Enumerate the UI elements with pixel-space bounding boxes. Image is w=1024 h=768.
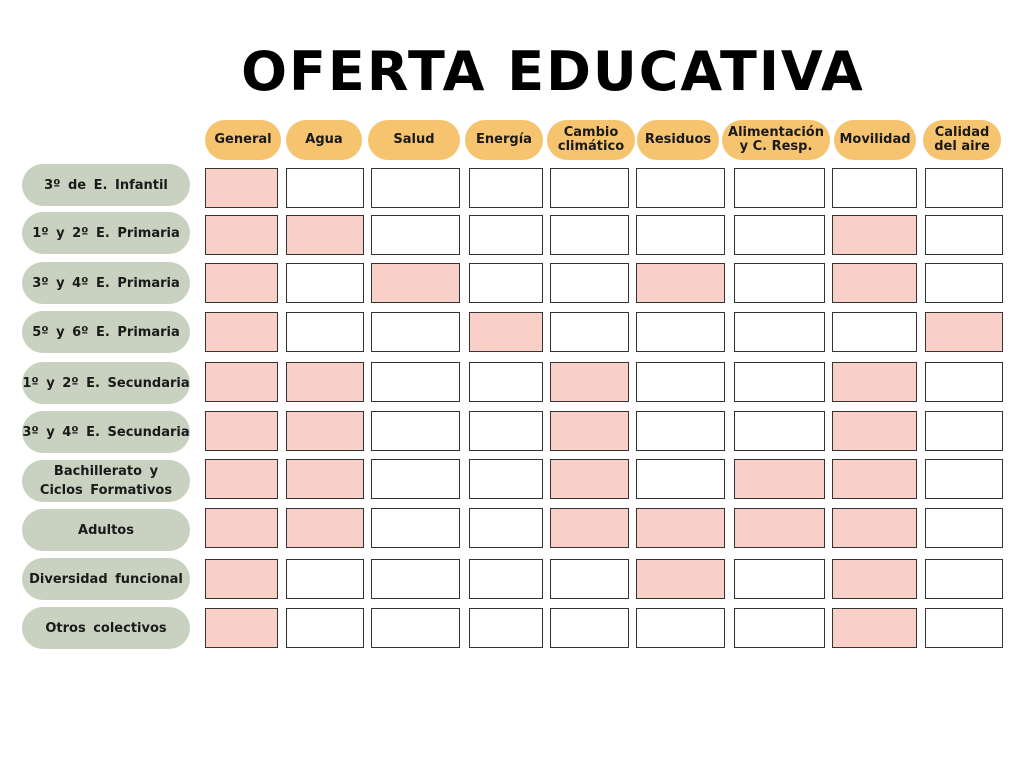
table-cell-marked xyxy=(832,608,917,648)
column-header: Energía xyxy=(465,120,543,160)
column-header: Cambio climático xyxy=(547,120,635,160)
table-cell xyxy=(371,411,460,451)
table-cell xyxy=(925,168,1003,208)
table-cell xyxy=(636,312,725,352)
table-cell-marked xyxy=(205,362,278,402)
column-header: Movilidad xyxy=(834,120,916,160)
table-cell xyxy=(734,215,825,255)
table-cell xyxy=(734,168,825,208)
table-cell-marked xyxy=(205,168,278,208)
table-cell xyxy=(469,263,543,303)
table-cell-marked xyxy=(832,508,917,548)
table-cell xyxy=(371,608,460,648)
table-cell xyxy=(925,608,1003,648)
table-cell xyxy=(469,559,543,599)
table-cell xyxy=(925,362,1003,402)
table-cell-marked xyxy=(832,362,917,402)
table-cell xyxy=(371,559,460,599)
table-cell xyxy=(734,263,825,303)
table-cell xyxy=(371,312,460,352)
table-cell xyxy=(925,411,1003,451)
table-cell xyxy=(371,508,460,548)
table-cell xyxy=(734,362,825,402)
table-cell-marked xyxy=(636,263,725,303)
table-cell-marked xyxy=(832,559,917,599)
table-cell-marked xyxy=(205,411,278,451)
table-cell xyxy=(469,362,543,402)
table-cell-marked xyxy=(832,263,917,303)
table-cell-marked xyxy=(636,559,725,599)
table-cell-marked xyxy=(734,459,825,499)
table-cell-marked xyxy=(734,508,825,548)
table-cell xyxy=(550,312,629,352)
table-cell-marked xyxy=(469,312,543,352)
table-cell xyxy=(469,215,543,255)
column-header: Calidad del aire xyxy=(923,120,1001,160)
table-cell xyxy=(636,608,725,648)
table-cell xyxy=(469,508,543,548)
table-cell-marked xyxy=(286,459,364,499)
row-header: Bachillerato y Ciclos Formativos xyxy=(22,460,190,502)
table-cell xyxy=(636,168,725,208)
table-cell-marked xyxy=(925,312,1003,352)
table-cell-marked xyxy=(205,459,278,499)
table-cell-marked xyxy=(205,608,278,648)
table-cell xyxy=(925,263,1003,303)
table-cell xyxy=(925,459,1003,499)
table-cell xyxy=(925,215,1003,255)
row-header: Adultos xyxy=(22,509,190,551)
table-cell xyxy=(371,168,460,208)
table-cell-marked xyxy=(205,215,278,255)
row-header: 3º de E. Infantil xyxy=(22,164,190,206)
table-cell xyxy=(469,411,543,451)
table-cell-marked xyxy=(286,411,364,451)
row-header: Diversidad funcional xyxy=(22,558,190,600)
row-header: Otros colectivos xyxy=(22,607,190,649)
table-cell-marked xyxy=(550,459,629,499)
table-cell xyxy=(734,411,825,451)
table-cell-marked xyxy=(205,263,278,303)
table-cell xyxy=(550,608,629,648)
table-cell xyxy=(636,362,725,402)
row-header: 1º y 2º E. Secundaria xyxy=(22,362,190,404)
row-header: 3º y 4º E. Primaria xyxy=(22,262,190,304)
column-header: Alimentación y C. Resp. xyxy=(722,120,830,160)
page-title: OFERTA EDUCATIVA xyxy=(241,40,865,103)
table-cell xyxy=(286,608,364,648)
table-cell xyxy=(734,608,825,648)
table-cell-marked xyxy=(286,508,364,548)
table-cell xyxy=(286,263,364,303)
table-cell xyxy=(550,215,629,255)
table-cell-marked xyxy=(832,215,917,255)
table-cell xyxy=(371,362,460,402)
column-header: Agua xyxy=(286,120,362,160)
table-cell-marked xyxy=(550,508,629,548)
table-cell xyxy=(469,459,543,499)
table-cell-marked xyxy=(371,263,460,303)
table-cell-marked xyxy=(205,559,278,599)
column-header: General xyxy=(205,120,281,160)
table-cell xyxy=(636,459,725,499)
table-cell xyxy=(550,263,629,303)
table-cell xyxy=(469,608,543,648)
table-cell xyxy=(636,215,725,255)
table-cell xyxy=(286,559,364,599)
table-cell-marked xyxy=(286,215,364,255)
table-cell xyxy=(636,411,725,451)
table-cell-marked xyxy=(832,459,917,499)
table-cell xyxy=(286,168,364,208)
table-cell xyxy=(469,168,543,208)
table-cell-marked xyxy=(832,411,917,451)
table-cell-marked xyxy=(205,508,278,548)
table-cell xyxy=(286,312,364,352)
table-cell xyxy=(371,215,460,255)
table-cell xyxy=(550,559,629,599)
table-cell-marked xyxy=(550,362,629,402)
table-cell xyxy=(734,559,825,599)
table-cell xyxy=(925,559,1003,599)
column-header: Salud xyxy=(368,120,460,160)
row-header: 1º y 2º E. Primaria xyxy=(22,212,190,254)
table-cell-marked xyxy=(205,312,278,352)
table-cell xyxy=(832,168,917,208)
row-header: 5º y 6º E. Primaria xyxy=(22,311,190,353)
table-cell-marked xyxy=(636,508,725,548)
table-cell xyxy=(371,459,460,499)
table-cell xyxy=(832,312,917,352)
row-header: 3º y 4º E. Secundaria xyxy=(22,411,190,453)
column-header: Residuos xyxy=(637,120,719,160)
table-cell xyxy=(734,312,825,352)
table-cell xyxy=(550,168,629,208)
table-cell-marked xyxy=(550,411,629,451)
table-cell-marked xyxy=(286,362,364,402)
table-cell xyxy=(925,508,1003,548)
